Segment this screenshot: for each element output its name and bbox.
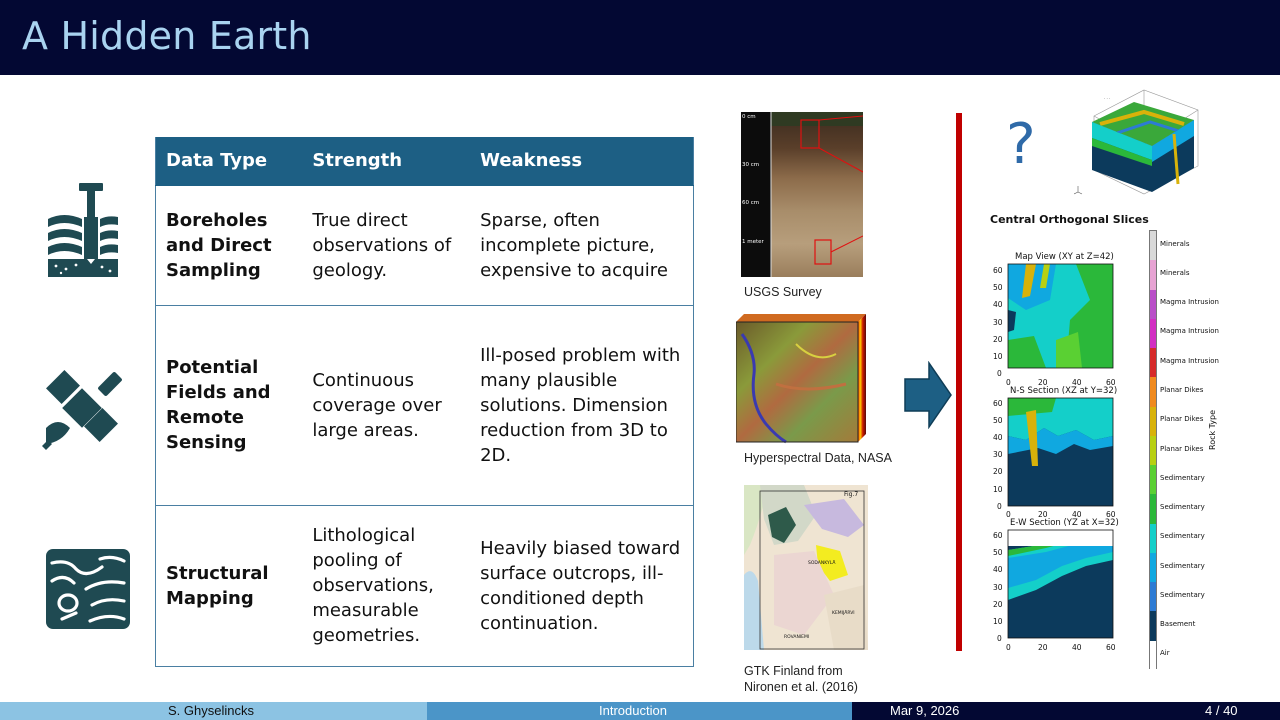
colorbar-label: Air [1160,649,1170,658]
colorbar-segment [1150,641,1156,670]
colorbar-segment [1150,231,1156,260]
colorbar-label: Sedimentary [1160,561,1205,570]
satellite-icon [38,370,126,456]
table-header-row [156,137,694,185]
y-tick: 60 [993,531,1003,540]
colorbar-label: Planar Dikes [1160,444,1204,453]
x-tick: 60 [1106,643,1116,652]
y-tick: 20 [993,467,1003,476]
x-tick: 40 [1072,510,1082,519]
colorbar [1149,230,1157,669]
y-tick: 30 [993,583,1003,592]
colorbar-label: Magma Intrusion [1160,327,1219,336]
y-tick: 40 [993,433,1003,442]
y-tick: 0 [997,634,1002,643]
colorbar-label: Sedimentary [1160,590,1205,599]
x-tick: 20 [1038,378,1048,387]
table-row [156,185,694,305]
footer-author: S. Ghyselincks [168,703,254,718]
y-tick: 60 [993,399,1003,408]
y-tick: 30 [993,450,1003,459]
row-weakness: Heavily biased toward surface outcrops, ill-conditioned depth continuation. [470,505,693,666]
y-tick: 0 [997,502,1002,511]
row-strength: Continuous coverage over large areas. [302,305,470,505]
footer-page-number: 4 / 40 [1205,703,1238,718]
svg-text:· · ·: · · · [1104,96,1111,101]
y-tick: 50 [993,548,1003,557]
y-tick: 40 [993,300,1003,309]
gtk-geology-map-image [744,485,868,650]
y-tick: 10 [993,617,1003,626]
x-tick: 20 [1038,510,1048,519]
data-type-table [155,137,694,667]
borehole-icon [46,181,120,279]
soil-caption: USGS Survey [744,285,822,299]
colorbar-segment [1150,436,1156,465]
hyperspectral-cube-image [736,314,866,444]
y-tick: 10 [993,485,1003,494]
y-tick: 20 [993,600,1003,609]
header-strength: Strength [302,137,470,185]
colorbar-segment [1150,377,1156,406]
colorbar-segment [1150,465,1156,494]
geology-3d-model-image [1074,84,1204,200]
gtk-caption-line1: GTK Finland from [744,664,843,678]
x-tick: 40 [1072,643,1082,652]
y-tick: 30 [993,318,1003,327]
colorbar-label: Minerals [1160,239,1190,248]
y-tick: 20 [993,335,1003,344]
colorbar-label: Sedimentary [1160,473,1205,482]
row-weakness: Ill-posed problem with many plausible solutions. Dimension reduction from 3D to 2D. [470,305,693,505]
colorbar-label: Planar Dikes [1160,415,1204,424]
y-tick: 50 [993,283,1003,292]
row-type: Potential Fields and Remote Sensing [156,305,303,505]
right-arrow-icon [903,361,953,429]
y-tick: 50 [993,416,1003,425]
footer-section-section [427,702,852,720]
y-tick: 60 [993,266,1003,275]
footer [0,702,1280,720]
colorbar-segment [1150,582,1156,611]
x-tick: 40 [1072,378,1082,387]
colorbar-segment [1150,319,1156,348]
depth-label: 0 cm [742,114,756,120]
header-weakness: Weakness [470,137,693,185]
colorbar-segment [1150,348,1156,377]
colorbar-segment [1150,260,1156,289]
row-strength: Lithological pooling of observations, measurable geometries. [302,505,470,666]
depth-label: 30 cm [742,162,760,168]
colorbar-segment [1150,611,1156,640]
slide-title: A Hidden Earth [22,14,312,58]
gtk-place-label: KEMIJÄRVI [832,611,855,616]
row-type: Structural Mapping [156,505,303,666]
y-tick: 40 [993,565,1003,574]
colorbar-label: Planar Dikes [1160,385,1204,394]
table-row [156,305,694,505]
x-tick: 0 [1006,643,1011,652]
row-type: Boreholes and Direct Sampling [156,185,303,305]
soil-profile-image [741,112,863,277]
panel-title: Map View (XY at Z=42) [1015,252,1114,262]
footer-section: Introduction [599,703,667,718]
question-mark: ? [1006,112,1036,177]
depth-label: 1 meter [742,239,764,245]
gtk-place-label: ROVANIEMI [784,635,810,640]
row-strength: True direct observations of geology. [302,185,470,305]
y-tick: 0 [997,369,1002,378]
depth-label: 60 cm [742,200,760,206]
x-tick: 0 [1006,510,1011,519]
colorbar-label: Sedimentary [1160,532,1205,541]
table-row [156,505,694,666]
panel-title: N-S Section (XZ at Y=32) [1010,386,1118,396]
title-bar [0,0,1280,75]
row-weakness: Sparse, often incomplete picture, expensive to acquire [470,185,693,305]
gtk-caption-line2: Nironen et al. (2016) [744,680,858,694]
gtk-fig-label: Fig.7 [844,491,859,498]
slices-title: Central Orthogonal Slices [990,213,1149,226]
x-tick: 60 [1106,378,1116,387]
colorbar-title: Rock Type [1208,409,1217,450]
footer-author-section [0,702,427,720]
hyperspectral-caption: Hyperspectral Data, NASA [744,451,892,465]
gtk-place-label: SODANKYLÄ [808,561,836,566]
colorbar-segment [1150,290,1156,319]
y-tick: 10 [993,352,1003,361]
colorbar-segment [1150,553,1156,582]
panel-title: E-W Section (YZ at X=32) [1010,518,1119,528]
colorbar-label: Minerals [1160,268,1190,277]
colorbar-segment [1150,407,1156,436]
colorbar-label: Magma Intrusion [1160,356,1219,365]
x-tick: 0 [1006,378,1011,387]
colorbar-label: Magma Intrusion [1160,298,1219,307]
gtk-caption [744,663,858,695]
footer-date-section [852,702,1280,720]
colorbar-label: Basement [1160,620,1196,629]
colorbar-segment [1150,524,1156,553]
header-data-type: Data Type [156,137,303,185]
colorbar-label: Sedimentary [1160,503,1205,512]
x-tick: 20 [1038,643,1048,652]
map-icon [46,549,130,629]
x-tick: 60 [1106,510,1116,519]
divider-line [956,113,962,651]
footer-date: Mar 9, 2026 [890,703,960,718]
colorbar-segment [1150,494,1156,523]
orthogonal-slices-figure [986,240,1124,660]
